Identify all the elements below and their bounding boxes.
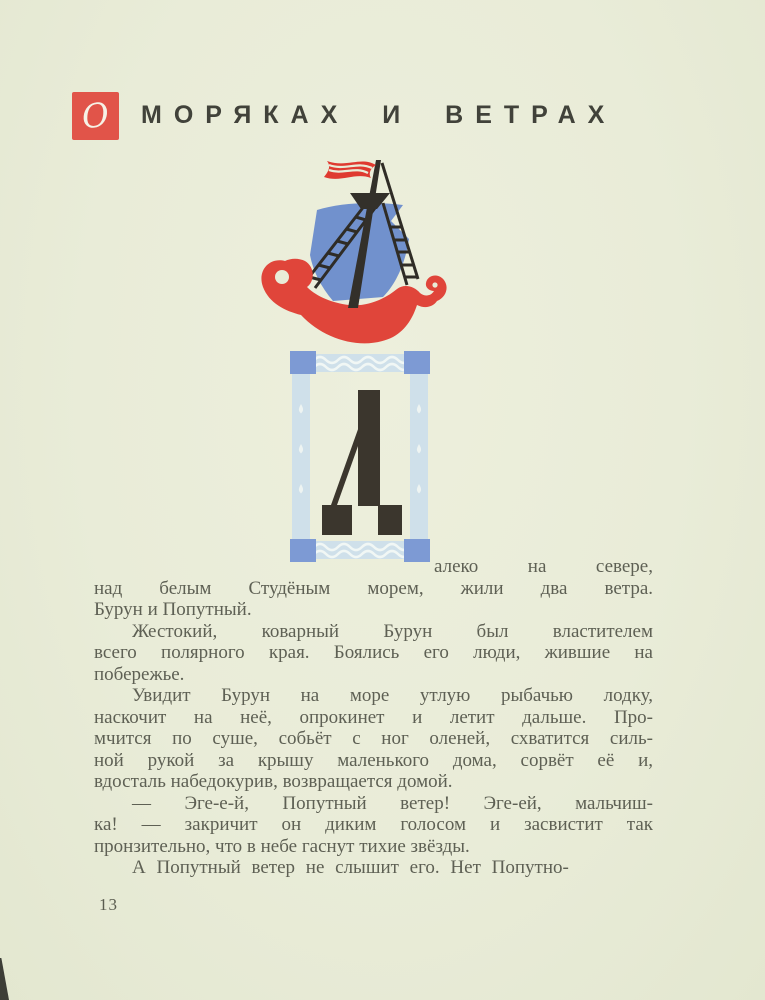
chapter-title: МОРЯКАХ И ВЕТРАХ [141,101,617,129]
story-line: ной рукой за крышу маленького дома, сорвёт её и, [94,749,653,771]
stern-scroll-hole [432,282,437,287]
chapter-initial-letter: О [79,94,111,136]
story-line: А Попутный ветер не слышит его. Нет Попутно- [132,857,569,878]
story-line: Бурун и Попутный. [94,599,252,620]
story-line: — Эге-е-й, Попутный ветер! Эге-ей, мальчиш- [132,792,653,814]
page-number: 13 [99,895,118,914]
prow-scroll-hole [275,270,289,284]
story-line: алеко на севере, [434,556,653,577]
flag-icon [324,161,376,179]
ship-illustration [255,155,505,350]
scan-corner-artifact [0,958,9,1000]
story-line: Жестокий, коварный Бурун был властителем [132,620,653,642]
story-line: ка! — закричит он диким голосом и засвистит так [94,814,653,835]
story-line: вдосталь набедокурив, возвращается домой. [94,771,453,792]
frame-band-left [292,372,310,541]
dropcap-frame [290,350,430,563]
story-line: над белым Студёным морем, жили два ветра. [94,577,653,599]
story-line: Увидит Бурун на море утлую рыбачью лодку, [132,685,653,706]
story-line: наскочит на неё, опрокинет и летит дальше. Про- [94,706,653,728]
dropcap-letter-shape [322,390,402,535]
frame-band-right [410,372,428,541]
story-line: всего полярного края. Боялись его люди, жившие на [94,642,653,663]
dropcap-block [290,350,430,563]
story-line: пронзительно, что в небе гаснут тихие звёзды. [94,835,470,857]
story-line: мчится по суше, собьёт с ног оленей, схватится силь- [94,728,653,749]
story-line: побережье. [94,663,185,685]
chapter-initial-badge [72,92,119,140]
story-text [94,556,653,879]
